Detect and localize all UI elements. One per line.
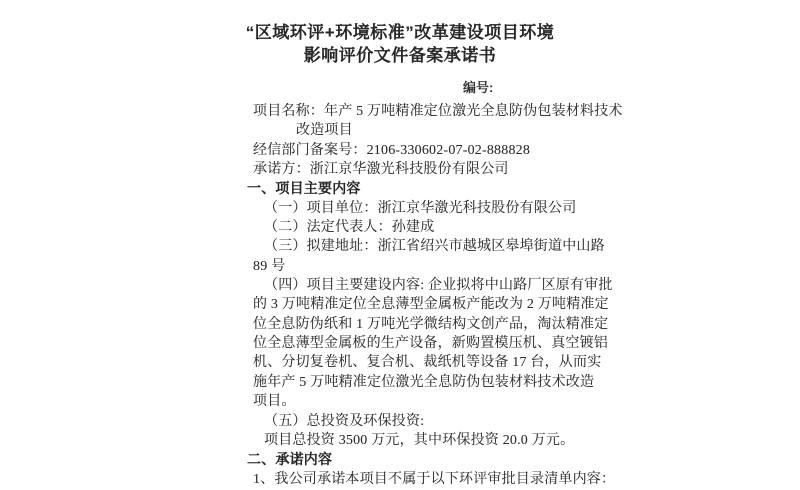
document-title [0,21,800,67]
item3-address-line-2: 89 号 [253,258,286,274]
item5-investment-heading: （五）总投资及环保投资: [264,413,425,429]
serial-number-label: 编号: [463,80,494,95]
item4-construction-line-2: 的 3 万吨精准定位全息薄型金属板产能改为 2 万吨精准定 [253,297,609,313]
item2-legal-representative: （二）法定代表人：孙建成 [264,220,435,236]
document-body [247,102,657,489]
item4-construction-line-4: 位全息薄型金属板的生产设备，新购置模压机、真空镀铝 [253,336,608,352]
item4-construction-line-1: （四）项目主要建设内容: 企业拟将中山路厂区原有审批 [264,278,613,294]
project-name-line-1: 项目名称：年产 5 万吨精准定位激光全息防伪包装材料技术 [253,104,623,119]
section1-heading: 一、项目主要内容 [247,180,361,197]
document-title-line2: 影响评价文件备案承诺书 [303,46,497,65]
section2-heading: 二、承诺内容 [247,451,333,468]
item1-project-unit: （一）项目单位：浙江京华激光科技股份有限公司 [264,200,577,216]
item4-construction-line-6: 施年产 5 万吨精准定位激光全息防伪包装材料技术改造 [253,374,595,390]
promisor-line: 承诺方：浙江京华激光科技股份有限公司 [253,162,509,178]
investment-amount-line: 项目总投资 3500 万元，其中环保投资 20.0 万元。 [264,432,575,448]
item4-construction-line-7: 项目。 [253,394,296,410]
document-title-line1: “区域环评+环境标准”改革建设项目环境 [245,23,555,42]
commitment-line-1: 1、我公司承诺本项目不属于以下环评审批目录清单内容： [253,471,616,487]
item4-construction-line-5: 机、分切复卷机、复合机、裁纸机等设备 17 台，从而实 [253,355,602,371]
item3-address-line-1: （三）拟建地址：浙江省绍兴市越城区皋埠街道中山路 [264,239,605,255]
item4-construction-line-3: 位全息防伪纸和 1 万吨光学微结构文创产品，淘汰精准定 [253,316,609,332]
record-number-line: 经信部门备案号：2106-330602-07-02-888828 [253,142,531,158]
project-name-line-2: 改造项目 [296,123,353,139]
